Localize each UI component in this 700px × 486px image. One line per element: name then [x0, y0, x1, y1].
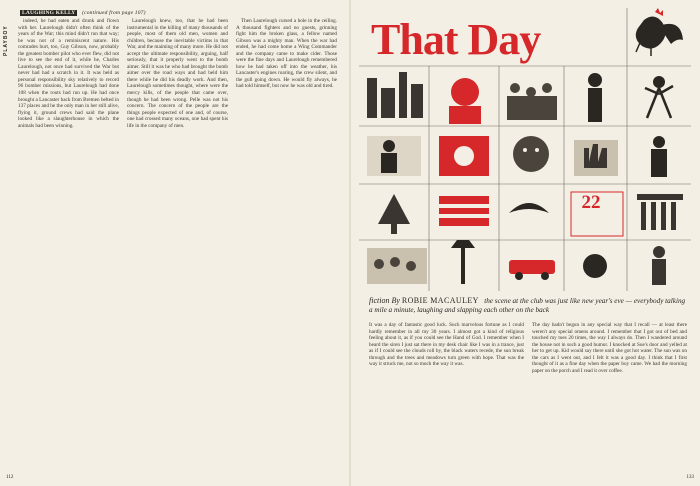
sun-icon — [583, 254, 607, 278]
face-icon — [513, 136, 549, 172]
continued-note: (continued from page 107) — [82, 10, 146, 16]
column-text: Then Laurelough cursed a hole in the ceiling. A thousand fighters and no guests, grinning fight him the broken glass, a fellow named Gibson was a mighty man. When the war had ended, he had come home a Wing Commander and the company came to make cider. Those were the fine days and Laurelough remembered how he had taken off into the weather, his Lancaster's engines roaring, the crew silent, and the gull going down. He would fly always, he had told himself, but now he was old and tired. — [236, 18, 337, 90]
page-number-left: 112 — [6, 475, 14, 480]
story-body-column-1: It was a day of fantastic good luck. Such marvelous fortune as I could hardly remember in all my 30 years. I almost got a kind of religious feeling about it, as if you could see the Hand of God. I remember when I heard the siren I just sat there in my desk chair like I was in a trance, just as if I could see the clouds roll by, the black waters recede, the sun break through and the trees and meadows turn green with hope. That was the way it struck me, not so much the way it was. — [369, 322, 524, 368]
text-column-1 — [18, 18, 119, 473]
story-body-column-2: The day hadn't begun in any special way that I recall — at least there weren't any special omens around. I remember that I got out of bed and touched my toes 20 times, the way I always do. Then I wandered around the house not in such a good humor. I knocked at Sue's door and yelled at her to get up. Kid would say there until she got hot water. The sun was on the cars as I went out, and I felt it was a good day. I think that I first thought of it as a fine day when the paper boy came. We had the morning paper on the porch and I read it over coffee. — [532, 322, 687, 374]
deck-text: the scene at the club was just like new year's eve — everybody talking a mile a minute, laughing and slapping each other on the back — [369, 297, 686, 314]
right-page — [351, 0, 700, 486]
figure-bottom-icon — [652, 246, 666, 285]
running-head — [20, 10, 146, 16]
byline-prefix: fiction By — [369, 296, 402, 305]
hand-icon — [574, 140, 618, 176]
worker-figure-icon — [367, 136, 421, 176]
text-column-3 — [236, 18, 337, 473]
byline — [369, 296, 479, 305]
column-text: indeed, he had eaten and drunk and flown with her. Laurelough didn't often think of the years of the War; this mind didn't run that way; he was not of a reminiscent nature. His comrades hurt, too, Guy Gibson, now, probably the greatest bomber pilot who ever flew, did not live to see the end of it, while he, Charles Laurelough, not once had survived the War but never had had a scratch in it. It was held as personal responsibility sky relatively to record 96 bomber missions, but Laurelough had done 108 when the roots had run up. He had once brought a Lancaster back from Bremen belted in 137 places and he the only man in her still alive, flying it, ground crews had said the plane looked like a slaughterhouse in which the animals had been winning. — [18, 18, 119, 129]
story-title: That Day — [371, 15, 541, 64]
text-column-2 — [127, 18, 228, 473]
author-name: ROBIE MACAULEY — [401, 296, 479, 305]
soldier-icon — [651, 136, 667, 177]
statue-icon — [588, 73, 602, 122]
story-deck — [369, 296, 687, 315]
story-number: 22 — [581, 192, 601, 213]
crowd-bottom-icon — [367, 248, 427, 284]
running-head-title: LAUGHING KELLY — [22, 10, 76, 16]
flag-icon — [439, 196, 489, 226]
column-text: Laurelough knew, too, that he had been instrumental in the killing of many thousands of people, most of them old men, women and children, because the inevitable victims in that War, and the maiming of many more. He did not accept the ultimate responsibility, arguing, half seriously, that it properly went to the bomb aimer. Still it was he who had brought the bomb aimer over the road ways and had held him there while he did his deadly work. And then, Laurelough sometimes thought, where were the mercy kills, of the people that came over, though he had been wrong. Pelle was not his concern. The concern of the people are the things people expected of one and, of course, one had crossed many oceans, one had spent his life in the company of men. — [127, 18, 228, 129]
magazine-side-label: PLAYBOY — [3, 25, 9, 56]
page-number-right: 133 — [686, 475, 694, 480]
machine-icon — [439, 136, 489, 176]
crowd-scene-icon — [507, 83, 557, 120]
left-page — [0, 0, 349, 486]
